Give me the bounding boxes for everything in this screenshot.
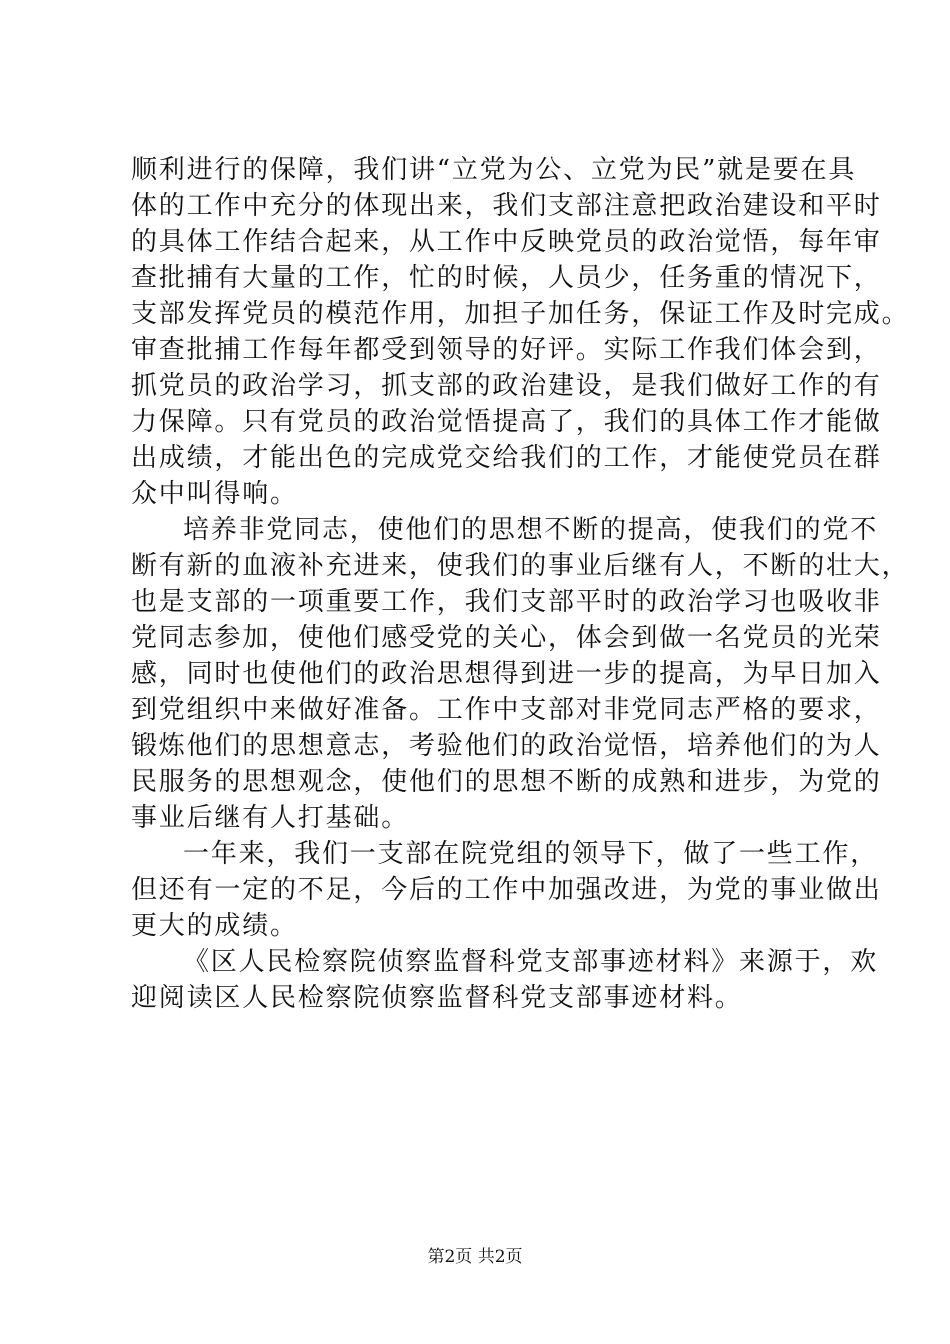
text-line: 一年来，我们一支部在院党组的领导下，做了一些工作， xyxy=(183,839,879,869)
text-line: 审查批捕工作每年都受到领导的好评。实际工作我们体会到， xyxy=(131,335,882,365)
text-line: 出成绩，才能出色的完成党交给我们的工作，才能使党员在群 xyxy=(131,443,882,473)
text-line: 培养非党同志，使他们的思想不断的提高，使我们的党不 xyxy=(183,515,879,545)
text-line: 锻炼他们的思想意志，考验他们的政治觉悟，培养他们的为人 xyxy=(131,731,882,761)
text-line: 顺利进行的保障，我们讲“立党为公、立党为民”就是要在具 xyxy=(131,155,857,185)
text-line: 《区人民检察院侦察监督科党支部事迹材料》来源于，欢 xyxy=(183,947,879,977)
page-number-footer: 第2页 共2页 xyxy=(427,1247,523,1267)
text-line: 的具体工作结合起来，从工作中反映党员的政治觉悟，每年审 xyxy=(131,227,882,257)
text-line: 民服务的思想观念，使他们的思想不断的成熟和进步，为党的 xyxy=(131,767,882,797)
text-line: 众中叫得响。 xyxy=(131,479,298,509)
text-line: 党同志参加，使他们感受党的关心，体会到做一名党员的光荣 xyxy=(131,623,882,653)
text-line: 体的工作中充分的体现出来，我们支部注意把政治建设和平时 xyxy=(131,191,882,221)
text-line: 事业后继有人打基础。 xyxy=(131,803,410,833)
text-line: 更大的成绩。 xyxy=(131,911,298,941)
body-text xyxy=(131,152,910,1016)
text-line: 迎阅读区人民检察院侦察监督科党支部事迹材料。 xyxy=(131,983,743,1013)
text-line: 查批捕有大量的工作，忙的时候，人员少，任务重的情况下， xyxy=(131,263,882,293)
text-line: 力保障。只有党员的政治觉悟提高了，我们的具体工作才能做 xyxy=(131,407,882,437)
text-line: 感，同时也使他们的政治思想得到进一步的提高，为早日加入 xyxy=(131,659,882,689)
text-line: 抓党员的政治学习，抓支部的政治建设，是我们做好工作的有 xyxy=(131,371,882,401)
text-line: 也是支部的一项重要工作，我们支部平时的政治学习也吸收非 xyxy=(131,587,882,617)
text-line: 但还有一定的不足，今后的工作中加强改进，为党的事业做出 xyxy=(131,875,882,905)
text-line: 到党组织中来做好准备。工作中支部对非党同志严格的要求， xyxy=(131,695,882,725)
text-line: 支部发挥党员的模范作用，加担子加任务，保证工作及时完成。 xyxy=(131,299,910,329)
document-body xyxy=(131,152,910,1016)
text-line: 断有新的血液补充进来，使我们的事业后继有人，不断的壮大， xyxy=(131,551,910,581)
